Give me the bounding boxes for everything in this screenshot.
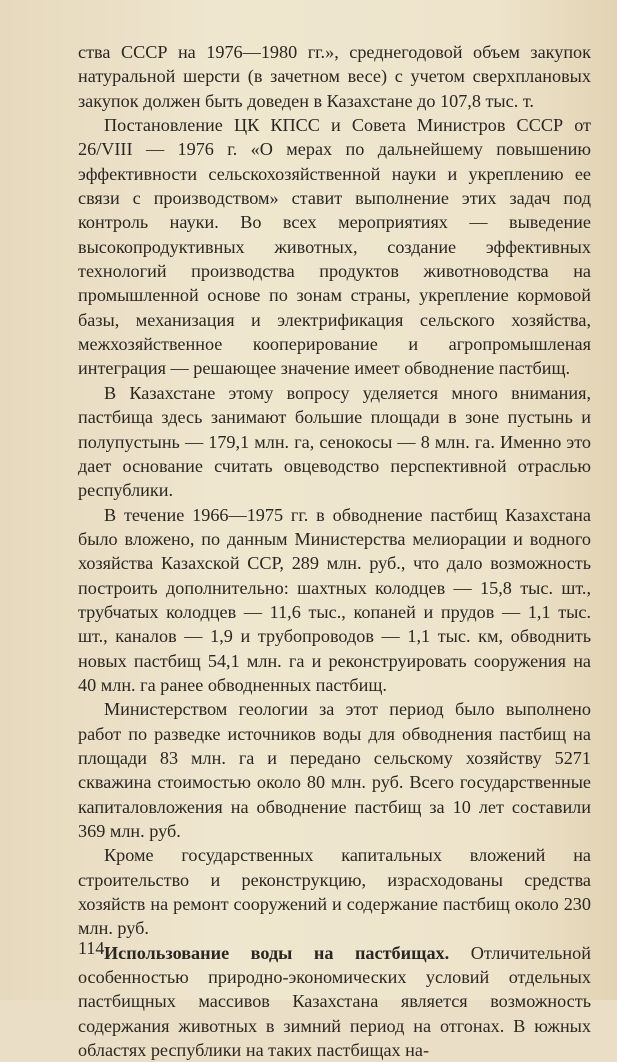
paragraph: Министерством геологии за этот период было выполнено работ по разведке источников воды для обводнения пастбищ на площади 83 млн. га и передано сельскому хозяйству 5271 скважина стоимостью около 80 млн. руб. Всего государственные капиталовложения на обводнение пастбищ за 10 лет составили 369 млн. руб. xyxy=(78,699,591,841)
paragraph: В Казахстане этому вопросу уделяется много внимания, пастбища здесь занимают большие площади в зоне пустынь и полупустынь — 179,1 млн. га, сенокосы — 8 млн. га. Именно это дает основание считать овцеводство перспективной отраслью республики. xyxy=(78,382,591,501)
paragraph-continuation: ства СССР на 1976—1980 гг.», среднегодовой объем закупок натуральной шерсти (в зачетном весе) с учетом сверхплановых закупок должен быть доведен в Казахстане до 107,8 тыс. т. xyxy=(78,42,591,111)
section-heading: Использование воды на пастбищах. xyxy=(104,942,450,963)
section-paragraph xyxy=(78,941,591,1062)
paragraph: Постановление ЦК КПСС и Совета Министров СССР от 26/VIII — 1976 г. «О мерах по дальнейшему повышению эффективности сельскохозяйственной науки и укреплению ее связи с производством» ставит выполнение этих задач под контроль науки. Во всех мероприятиях — выведение высокопродуктивных животных, создание эффективных технологий производства продуктов животноводства на промышленной основе по зонам страны, укрепление кормовой базы, механизация и электрификация сельского хозяйства, межхозяйственное кооперирование и агропромышленая интеграция — решающее значение имеет обводнение пастбищ. xyxy=(78,115,591,379)
paragraph: Кроме государственных капитальных вложений на строительство и реконструкцию, израсходованы средства хозяйств на ремонт сооружений и содержание пастбищ около 230 млн. руб. xyxy=(78,845,591,939)
section-text: Отличительной особенностью природно-экономических условий отдельных пастбищных массивов Казахстана является возможность содержания животных в зимний период на отгонах. В южных областях республики на таких пастбищах на- xyxy=(78,942,591,1061)
paragraph: В течение 1966—1975 гг. в обводнение пастбищ Казахстана было вложено, по данным Министерства мелиорации и водного хозяйства Казахской ССР, 289 млн. руб., что дало возможность построить дополнительно: шахтных колодцев — 15,8 тыс. шт., трубчатых колодцев — 11,6 тыс., копаней и прудов — 1,1 тыс. шт., каналов — 1,9 и трубопроводов — 1,1 тыс. км, обводнить новых пастбищ 54,1 млн. га и реконструировать сооружения на 40 млн. га ранее обводненных пастбищ. xyxy=(78,504,591,695)
body-text xyxy=(78,40,591,1062)
page-number: 114 xyxy=(78,938,105,958)
